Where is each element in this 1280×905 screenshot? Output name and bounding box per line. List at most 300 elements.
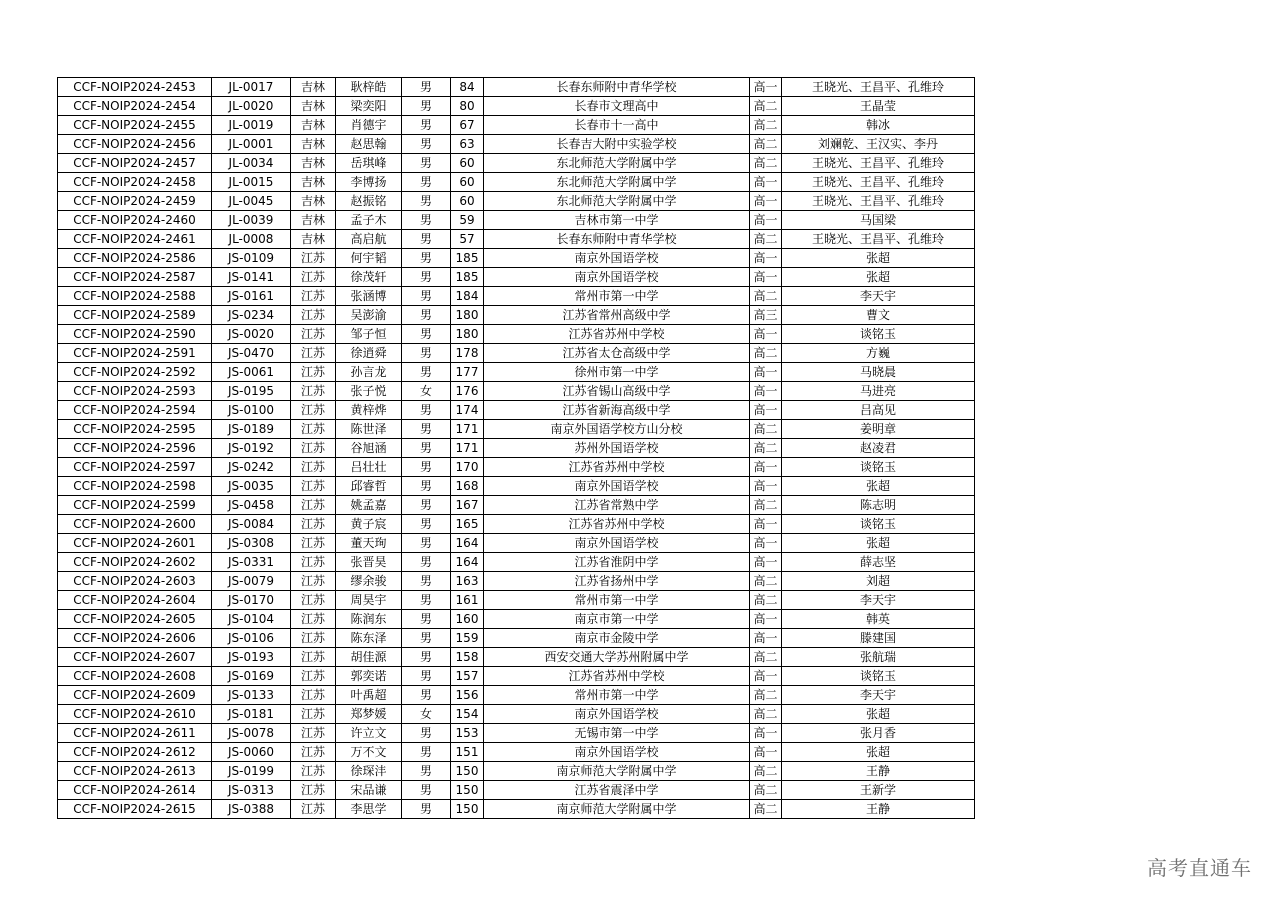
name-cell: 陈东泽 [336, 629, 402, 648]
coach-cell: 马国梁 [782, 211, 975, 230]
school-cell: 常州市第一中学 [484, 591, 750, 610]
exam-id-cell: JS-0189 [212, 420, 291, 439]
exam-id-cell: JS-0169 [212, 667, 291, 686]
gender-cell: 男 [402, 363, 451, 382]
score-cell: 150 [451, 762, 484, 781]
school-cell: 南京外国语学校 [484, 268, 750, 287]
name-cell: 何宇韬 [336, 249, 402, 268]
name-cell: 孟子木 [336, 211, 402, 230]
exam-id-cell: JS-0181 [212, 705, 291, 724]
province-cell: 江苏 [291, 648, 336, 667]
school-cell: 南京外国语学校方山分校 [484, 420, 750, 439]
gender-cell: 男 [402, 477, 451, 496]
gender-cell: 男 [402, 249, 451, 268]
gender-cell: 男 [402, 211, 451, 230]
gender-cell: 男 [402, 743, 451, 762]
score-cell: 59 [451, 211, 484, 230]
cert-id-cell: CCF-NOIP2024-2606 [58, 629, 212, 648]
name-cell: 李思学 [336, 800, 402, 819]
school-cell: 无锡市第一中学 [484, 724, 750, 743]
score-cell: 161 [451, 591, 484, 610]
gender-cell: 男 [402, 629, 451, 648]
province-cell: 吉林 [291, 78, 336, 97]
table-row [58, 496, 975, 515]
gender-cell: 男 [402, 610, 451, 629]
name-cell: 徐琛沣 [336, 762, 402, 781]
coach-cell: 刘超 [782, 572, 975, 591]
exam-id-cell: JL-0045 [212, 192, 291, 211]
gender-cell: 男 [402, 344, 451, 363]
school-cell: 南京外国语学校 [484, 249, 750, 268]
grade-cell: 高一 [750, 667, 782, 686]
name-cell: 邹子恒 [336, 325, 402, 344]
name-cell: 黄梓烨 [336, 401, 402, 420]
coach-cell: 曹文 [782, 306, 975, 325]
name-cell: 梁奕阳 [336, 97, 402, 116]
gender-cell: 女 [402, 705, 451, 724]
name-cell: 陈润东 [336, 610, 402, 629]
name-cell: 缪余骏 [336, 572, 402, 591]
gender-cell: 男 [402, 781, 451, 800]
exam-id-cell: JS-0078 [212, 724, 291, 743]
coach-cell: 张超 [782, 534, 975, 553]
cert-id-cell: CCF-NOIP2024-2612 [58, 743, 212, 762]
province-cell: 吉林 [291, 97, 336, 116]
grade-cell: 高一 [750, 249, 782, 268]
exam-id-cell: JS-0331 [212, 553, 291, 572]
exam-id-cell: JS-0458 [212, 496, 291, 515]
coach-cell: 谈铭玉 [782, 325, 975, 344]
grade-cell: 高二 [750, 154, 782, 173]
coach-cell: 韩冰 [782, 116, 975, 135]
name-cell: 黄子宸 [336, 515, 402, 534]
gender-cell: 男 [402, 553, 451, 572]
grade-cell: 高二 [750, 496, 782, 515]
name-cell: 陈世泽 [336, 420, 402, 439]
score-cell: 84 [451, 78, 484, 97]
school-cell: 长春吉大附中实验学校 [484, 135, 750, 154]
table-row [58, 173, 975, 192]
gender-cell: 男 [402, 287, 451, 306]
exam-id-cell: JS-0193 [212, 648, 291, 667]
province-cell: 吉林 [291, 192, 336, 211]
name-cell: 肖德宇 [336, 116, 402, 135]
exam-id-cell: JS-0199 [212, 762, 291, 781]
score-cell: 67 [451, 116, 484, 135]
grade-cell: 高二 [750, 287, 782, 306]
province-cell: 江苏 [291, 667, 336, 686]
score-cell: 154 [451, 705, 484, 724]
table-row [58, 230, 975, 249]
grade-cell: 高一 [750, 211, 782, 230]
school-cell: 江苏省淮阴中学 [484, 553, 750, 572]
school-cell: 长春东师附中青华学校 [484, 78, 750, 97]
exam-id-cell: JL-0020 [212, 97, 291, 116]
cert-id-cell: CCF-NOIP2024-2610 [58, 705, 212, 724]
exam-id-cell: JS-0060 [212, 743, 291, 762]
school-cell: 江苏省新海高级中学 [484, 401, 750, 420]
grade-cell: 高一 [750, 743, 782, 762]
province-cell: 江苏 [291, 629, 336, 648]
score-cell: 184 [451, 287, 484, 306]
coach-cell: 谈铭玉 [782, 667, 975, 686]
table-row [58, 724, 975, 743]
cert-id-cell: CCF-NOIP2024-2611 [58, 724, 212, 743]
table-row [58, 477, 975, 496]
coach-cell: 姜明章 [782, 420, 975, 439]
coach-cell: 王新学 [782, 781, 975, 800]
exam-id-cell: JS-0242 [212, 458, 291, 477]
score-cell: 156 [451, 686, 484, 705]
name-cell: 郑梦媛 [336, 705, 402, 724]
name-cell: 徐茂轩 [336, 268, 402, 287]
name-cell: 邱睿哲 [336, 477, 402, 496]
exam-id-cell: JL-0017 [212, 78, 291, 97]
grade-cell: 高二 [750, 705, 782, 724]
province-cell: 江苏 [291, 800, 336, 819]
award-table [57, 77, 975, 819]
table-row [58, 306, 975, 325]
name-cell: 郭奕诺 [336, 667, 402, 686]
name-cell: 孙言龙 [336, 363, 402, 382]
cert-id-cell: CCF-NOIP2024-2597 [58, 458, 212, 477]
score-cell: 153 [451, 724, 484, 743]
exam-id-cell: JS-0313 [212, 781, 291, 800]
coach-cell: 马进亮 [782, 382, 975, 401]
cert-id-cell: CCF-NOIP2024-2588 [58, 287, 212, 306]
table-row [58, 572, 975, 591]
name-cell: 叶禹超 [336, 686, 402, 705]
exam-id-cell: JS-0079 [212, 572, 291, 591]
table-row [58, 192, 975, 211]
cert-id-cell: CCF-NOIP2024-2594 [58, 401, 212, 420]
cert-id-cell: CCF-NOIP2024-2593 [58, 382, 212, 401]
grade-cell: 高二 [750, 420, 782, 439]
cert-id-cell: CCF-NOIP2024-2607 [58, 648, 212, 667]
school-cell: 苏州外国语学校 [484, 439, 750, 458]
school-cell: 江苏省常熟中学 [484, 496, 750, 515]
exam-id-cell: JS-0470 [212, 344, 291, 363]
score-cell: 60 [451, 192, 484, 211]
score-cell: 163 [451, 572, 484, 591]
score-cell: 167 [451, 496, 484, 515]
exam-id-cell: JS-0308 [212, 534, 291, 553]
grade-cell: 高一 [750, 382, 782, 401]
cert-id-cell: CCF-NOIP2024-2460 [58, 211, 212, 230]
grade-cell: 高一 [750, 629, 782, 648]
cert-id-cell: CCF-NOIP2024-2598 [58, 477, 212, 496]
coach-cell: 陈志明 [782, 496, 975, 515]
province-cell: 江苏 [291, 382, 336, 401]
score-cell: 165 [451, 515, 484, 534]
school-cell: 南京市金陵中学 [484, 629, 750, 648]
table-row [58, 344, 975, 363]
name-cell: 赵思翰 [336, 135, 402, 154]
cert-id-cell: CCF-NOIP2024-2613 [58, 762, 212, 781]
name-cell: 姚孟嘉 [336, 496, 402, 515]
school-cell: 南京外国语学校 [484, 705, 750, 724]
province-cell: 江苏 [291, 306, 336, 325]
province-cell: 吉林 [291, 173, 336, 192]
school-cell: 江苏省苏州中学校 [484, 515, 750, 534]
score-cell: 160 [451, 610, 484, 629]
gender-cell: 男 [402, 306, 451, 325]
name-cell: 万不文 [336, 743, 402, 762]
cert-id-cell: CCF-NOIP2024-2586 [58, 249, 212, 268]
gender-cell: 男 [402, 401, 451, 420]
province-cell: 江苏 [291, 610, 336, 629]
table-row [58, 325, 975, 344]
grade-cell: 高二 [750, 116, 782, 135]
table-row [58, 610, 975, 629]
grade-cell: 高二 [750, 135, 782, 154]
cert-id-cell: CCF-NOIP2024-2609 [58, 686, 212, 705]
gender-cell: 男 [402, 420, 451, 439]
score-cell: 60 [451, 154, 484, 173]
cert-id-cell: CCF-NOIP2024-2595 [58, 420, 212, 439]
province-cell: 江苏 [291, 363, 336, 382]
cert-id-cell: CCF-NOIP2024-2599 [58, 496, 212, 515]
gender-cell: 男 [402, 724, 451, 743]
province-cell: 江苏 [291, 477, 336, 496]
grade-cell: 高二 [750, 230, 782, 249]
score-cell: 177 [451, 363, 484, 382]
province-cell: 江苏 [291, 496, 336, 515]
grade-cell: 高二 [750, 648, 782, 667]
grade-cell: 高二 [750, 344, 782, 363]
school-cell: 南京外国语学校 [484, 534, 750, 553]
grade-cell: 高一 [750, 78, 782, 97]
gender-cell: 男 [402, 800, 451, 819]
province-cell: 江苏 [291, 705, 336, 724]
province-cell: 江苏 [291, 287, 336, 306]
table-row [58, 800, 975, 819]
school-cell: 江苏省苏州中学校 [484, 325, 750, 344]
grade-cell: 高一 [750, 173, 782, 192]
grade-cell: 高二 [750, 686, 782, 705]
cert-id-cell: CCF-NOIP2024-2454 [58, 97, 212, 116]
grade-cell: 高一 [750, 534, 782, 553]
score-cell: 60 [451, 173, 484, 192]
table-row [58, 439, 975, 458]
coach-cell: 马晓晨 [782, 363, 975, 382]
school-cell: 江苏省太仓高级中学 [484, 344, 750, 363]
exam-id-cell: JS-0133 [212, 686, 291, 705]
table-row [58, 420, 975, 439]
school-cell: 长春市文理高中 [484, 97, 750, 116]
gender-cell: 男 [402, 192, 451, 211]
table-row [58, 553, 975, 572]
name-cell: 赵振铭 [336, 192, 402, 211]
grade-cell: 高二 [750, 762, 782, 781]
exam-id-cell: JS-0195 [212, 382, 291, 401]
gender-cell: 男 [402, 496, 451, 515]
school-cell: 江苏省锡山高级中学 [484, 382, 750, 401]
cert-id-cell: CCF-NOIP2024-2602 [58, 553, 212, 572]
cert-id-cell: CCF-NOIP2024-2589 [58, 306, 212, 325]
coach-cell: 张超 [782, 477, 975, 496]
score-cell: 150 [451, 800, 484, 819]
cert-id-cell: CCF-NOIP2024-2459 [58, 192, 212, 211]
grade-cell: 高一 [750, 363, 782, 382]
gender-cell: 男 [402, 458, 451, 477]
province-cell: 江苏 [291, 344, 336, 363]
grade-cell: 高一 [750, 724, 782, 743]
gender-cell: 男 [402, 230, 451, 249]
school-cell: 东北师范大学附属中学 [484, 173, 750, 192]
province-cell: 江苏 [291, 591, 336, 610]
school-cell: 南京师范大学附属中学 [484, 762, 750, 781]
coach-cell: 刘斓乾、王汉实、李丹 [782, 135, 975, 154]
cert-id-cell: CCF-NOIP2024-2455 [58, 116, 212, 135]
gender-cell: 男 [402, 116, 451, 135]
table-row [58, 667, 975, 686]
table-row [58, 268, 975, 287]
score-cell: 164 [451, 534, 484, 553]
cert-id-cell: CCF-NOIP2024-2601 [58, 534, 212, 553]
coach-cell: 张超 [782, 268, 975, 287]
coach-cell: 张航瑞 [782, 648, 975, 667]
province-cell: 江苏 [291, 325, 336, 344]
table-row [58, 705, 975, 724]
exam-id-cell: JS-0192 [212, 439, 291, 458]
table-row [58, 116, 975, 135]
table-body [58, 78, 975, 819]
name-cell: 徐逍舜 [336, 344, 402, 363]
table-row [58, 211, 975, 230]
gender-cell: 男 [402, 135, 451, 154]
score-cell: 180 [451, 306, 484, 325]
score-cell: 150 [451, 781, 484, 800]
exam-id-cell: JS-0084 [212, 515, 291, 534]
score-cell: 171 [451, 420, 484, 439]
school-cell: 江苏省震泽中学 [484, 781, 750, 800]
coach-cell: 王静 [782, 800, 975, 819]
gender-cell: 男 [402, 515, 451, 534]
exam-id-cell: JL-0015 [212, 173, 291, 192]
cert-id-cell: CCF-NOIP2024-2592 [58, 363, 212, 382]
cert-id-cell: CCF-NOIP2024-2591 [58, 344, 212, 363]
coach-cell: 张超 [782, 249, 975, 268]
province-cell: 江苏 [291, 743, 336, 762]
province-cell: 吉林 [291, 116, 336, 135]
cert-id-cell: CCF-NOIP2024-2614 [58, 781, 212, 800]
score-cell: 159 [451, 629, 484, 648]
province-cell: 江苏 [291, 458, 336, 477]
cert-id-cell: CCF-NOIP2024-2608 [58, 667, 212, 686]
grade-cell: 高二 [750, 439, 782, 458]
table-row [58, 287, 975, 306]
province-cell: 江苏 [291, 420, 336, 439]
name-cell: 岳琪峰 [336, 154, 402, 173]
exam-id-cell: JS-0161 [212, 287, 291, 306]
score-cell: 178 [451, 344, 484, 363]
grade-cell: 高二 [750, 572, 782, 591]
gender-cell: 男 [402, 667, 451, 686]
name-cell: 张涵博 [336, 287, 402, 306]
coach-cell: 韩英 [782, 610, 975, 629]
coach-cell: 王晓光、王昌平、孔维玲 [782, 154, 975, 173]
school-cell: 东北师范大学附属中学 [484, 154, 750, 173]
score-cell: 176 [451, 382, 484, 401]
cert-id-cell: CCF-NOIP2024-2596 [58, 439, 212, 458]
table-row [58, 686, 975, 705]
gender-cell: 男 [402, 173, 451, 192]
exam-id-cell: JS-0035 [212, 477, 291, 496]
coach-cell: 薛志坚 [782, 553, 975, 572]
province-cell: 江苏 [291, 553, 336, 572]
gender-cell: 男 [402, 572, 451, 591]
name-cell: 胡佳源 [336, 648, 402, 667]
coach-cell: 王静 [782, 762, 975, 781]
coach-cell: 王晓光、王昌平、孔维玲 [782, 230, 975, 249]
coach-cell: 王晓光、王昌平、孔维玲 [782, 173, 975, 192]
gender-cell: 男 [402, 648, 451, 667]
exam-id-cell: JL-0034 [212, 154, 291, 173]
province-cell: 吉林 [291, 135, 336, 154]
grade-cell: 高一 [750, 325, 782, 344]
exam-id-cell: JS-0234 [212, 306, 291, 325]
exam-id-cell: JS-0106 [212, 629, 291, 648]
cert-id-cell: CCF-NOIP2024-2453 [58, 78, 212, 97]
school-cell: 常州市第一中学 [484, 287, 750, 306]
grade-cell: 高二 [750, 800, 782, 819]
table-row [58, 401, 975, 420]
province-cell: 江苏 [291, 249, 336, 268]
table-row [58, 591, 975, 610]
grade-cell: 高一 [750, 458, 782, 477]
score-cell: 63 [451, 135, 484, 154]
coach-cell: 张月香 [782, 724, 975, 743]
score-cell: 157 [451, 667, 484, 686]
province-cell: 江苏 [291, 534, 336, 553]
school-cell: 吉林市第一中学 [484, 211, 750, 230]
table-row [58, 515, 975, 534]
name-cell: 李博扬 [336, 173, 402, 192]
school-cell: 南京市第一中学 [484, 610, 750, 629]
province-cell: 江苏 [291, 439, 336, 458]
school-cell: 南京外国语学校 [484, 477, 750, 496]
coach-cell: 王晓光、王昌平、孔维玲 [782, 78, 975, 97]
exam-id-cell: JS-0100 [212, 401, 291, 420]
exam-id-cell: JS-0109 [212, 249, 291, 268]
table-row [58, 363, 975, 382]
gender-cell: 男 [402, 78, 451, 97]
table-row [58, 762, 975, 781]
exam-id-cell: JL-0001 [212, 135, 291, 154]
cert-id-cell: CCF-NOIP2024-2615 [58, 800, 212, 819]
gender-cell: 男 [402, 591, 451, 610]
table-row [58, 382, 975, 401]
province-cell: 吉林 [291, 230, 336, 249]
table-row [58, 249, 975, 268]
school-cell: 江苏省扬州中学 [484, 572, 750, 591]
name-cell: 高启航 [336, 230, 402, 249]
school-cell: 常州市第一中学 [484, 686, 750, 705]
coach-cell: 王晶莹 [782, 97, 975, 116]
grade-cell: 高一 [750, 477, 782, 496]
grade-cell: 高一 [750, 553, 782, 572]
province-cell: 江苏 [291, 762, 336, 781]
grade-cell: 高二 [750, 591, 782, 610]
coach-cell: 谈铭玉 [782, 515, 975, 534]
gender-cell: 男 [402, 97, 451, 116]
score-cell: 170 [451, 458, 484, 477]
province-cell: 江苏 [291, 515, 336, 534]
coach-cell: 李天宇 [782, 686, 975, 705]
province-cell: 江苏 [291, 686, 336, 705]
name-cell: 耿梓皓 [336, 78, 402, 97]
